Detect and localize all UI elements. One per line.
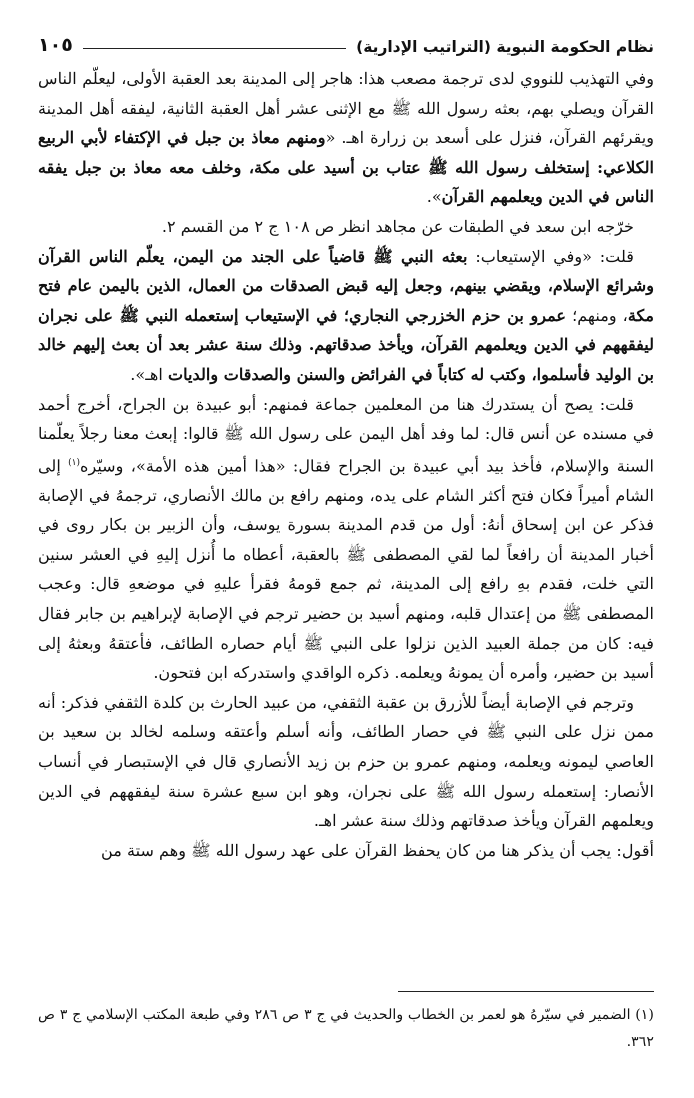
bold-text-run: عمرو بن حزم الخزرجي النجاري؛ في الإستيعاب إستعمله النبي ﷺ على نجران ليفقههم في الدين ويعلمهم القرآن، ويأخذ صدقاتهم. وذلك سنة عشر بعد أن بعث إليهم خالد بن الوليد فأسلموا، وكتب له كتاباً في الفرائض والسنن والصدقات والديات	[38, 305, 654, 384]
page-number: ١٠٥	[38, 34, 73, 56]
bold-text-run: ومنهم معاذ بن جبل في الإكتفاء لأبي الربيع الكلاعي: إستخلف رسول الله ﷺ عتاب بن أسيد على مكة، وخلف معه معاذ بن جبل يفقه الناس في الدين ويعلمهم القرآن	[38, 128, 654, 207]
text-run: خرّجه ابن سعد في الطبقات عن مجاهد انظر ص ١٠٨ ج ٢ من القسم ٢.	[161, 216, 634, 236]
paragraph	[38, 836, 654, 866]
footnote-marker: (١)	[68, 457, 81, 468]
running-title: نظام الحكومة النبوية (التراتيب الإدارية)	[356, 38, 654, 56]
text-run: وفي التهذيب للنووي لدى ترجمة مصعب هذا: هاجر إلى المدينة بعد العقبة الأولى، ليعلّم الناس القرآن ويصلي بهم، بعثه رسول الله ﷺ مع الإثنى عشر أهل العقبة الثانية، ليفقه أهل المدينة ويقرئهم القرآن، فنزل على أسعد بن زرارة اهـ. «	[38, 69, 654, 148]
paragraph	[38, 242, 654, 390]
text-run: إلى الشام أميراً فكان فتح أكثر الشام على يده، ومنهم رافع بن مالك الأنصاري، ترجمهُ في الإصابة فذكر عن ابن إسحاق أنهُ: أول من قدم المدينة بسورة يوسف، وأن الزبير بن بكار روى في أخبار المدينة أن رافعاً لما لقي المصطفى ﷺ بالعقبة، أعطاه ما أُنزل إليهِ في العشر سنين التي خلت، فقدم بهِ رافع إلى المدينة، ثم جمع قومهُ فقرأ عليهِ في موضعهِ قال: وعجب المصطفى ﷺ من إعتدال قلبه، ومنهم أسيد بن حضير ترجم في الإصابة لإبراهيم بن جابر فقال فيه: كان من جملة العبيد الذين نزلوا على النبي ﷺ أيام حصاره الطائف، فأعتقهُ وبعثهُ إلى أسيد بن حضير، وأمره أن يمونهُ ويعلمه. ذكره الواقدي واستدركه ابن فتحون.	[38, 456, 654, 683]
page-header	[38, 26, 654, 56]
page-body	[38, 64, 654, 865]
paragraph	[38, 212, 654, 242]
text-run: وترجم في الإصابة أيضاً للأزرق بن عقبة الثقفي، من عبيد الحارث بن كلدة الثقفي فذكر: أنه ممن نزل على النبي ﷺ في حصار الطائف، وأنه أسلم وأعتقه وسلمه لخالد بن سعيد بن العاصي ليمونه ويعلمه، ومنهم عمرو بن حزم بن زيد الأنصاري قال في الإستبصار في أنساب الأنصار: إستعمله رسول الله ﷺ على نجران، وهو ابن سبع عشرة سنة ليفقههم في الدين ويعلمهم القرآن ويأخذ صدقاتهم وذلك سنة عشر اهـ.	[38, 692, 654, 831]
paragraph	[38, 390, 654, 688]
bold-text-run: بعثه النبي ﷺ قاضياً على الجند من اليمن، يعلّم الناس القرآن وشرائع الإسلام، ويقضي بينهم، وجعل إليه قبض الصدقات من العمال، الذين باليمن عام فتح مكة	[38, 246, 654, 325]
paragraph	[38, 64, 654, 212]
text-run: قلت: «وفي الإستيعاب:	[467, 246, 634, 266]
paragraph	[38, 688, 654, 836]
footnote-rule	[398, 991, 654, 992]
footnote: (١) الضمير في سيّرهُ هو لعمر بن الخطاب والحديث في ج ٣ ص ٢٨٦ وفي طبعة المكتب الإسلامي ج ٣ ص ٣٦٢.	[38, 1007, 654, 1050]
text-run: قلت: يصح أن يستدرك هنا من المعلمين جماعة فمنهم: أبو عبيدة بن الجراح، أخرج أحمد في مسنده عن أنس قال: لما وفد أهل اليمن على رسول الله ﷺ قالوا: إبعث معنا رجلاً يعلّمنا السنة والإسلام، فأخذ بيد أبي عبيدة بن الجراح فقال: «هذا أمين هذه الأمة»، وسيّره	[38, 394, 654, 476]
text-run: ».	[426, 187, 442, 207]
text-run: اهـ».	[130, 364, 168, 384]
text-run: ، ومنهم؛	[566, 305, 628, 325]
header-rule	[83, 48, 346, 49]
text-run: أقول: يجب أن يذكر هنا من كان يحفظ القرآن على عهد رسول الله ﷺ وهم ستة من	[100, 840, 654, 860]
